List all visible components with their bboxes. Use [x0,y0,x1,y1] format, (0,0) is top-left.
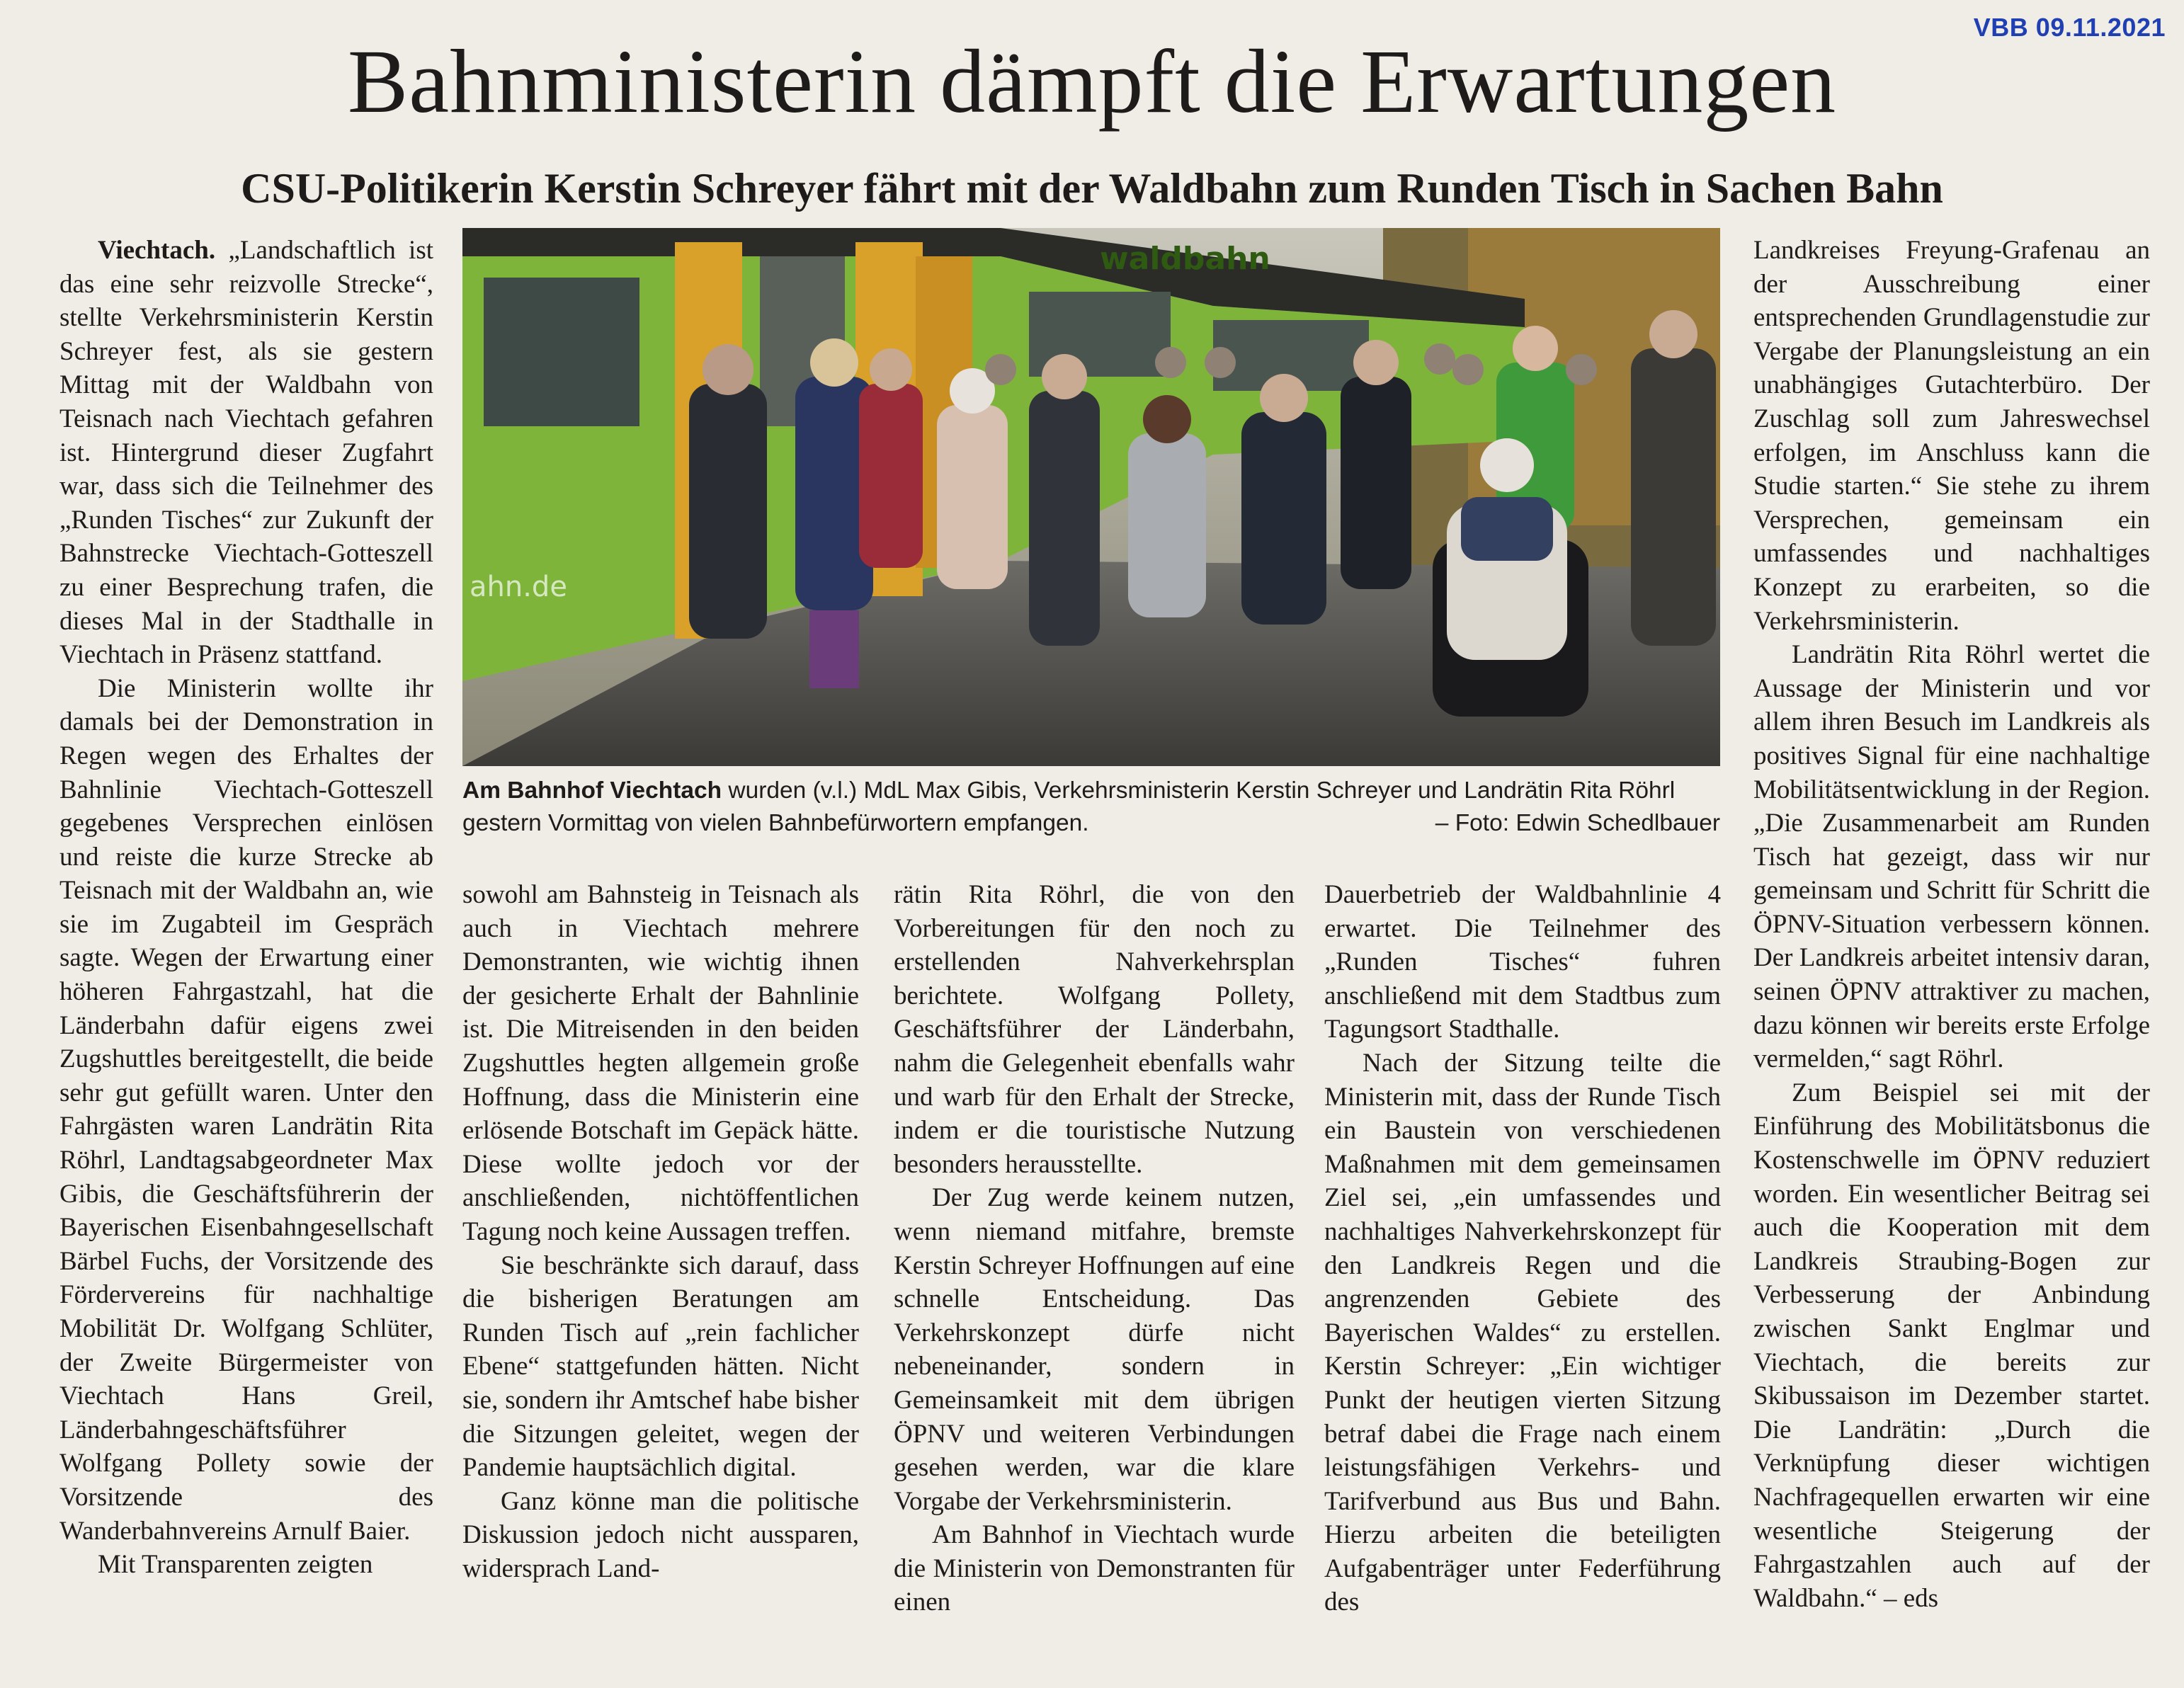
archive-date-stamp: VBB 09.11.2021 [1973,13,2166,42]
paragraph: Mit Transparenten zeigten [98,1550,373,1580]
article-column-5 [1753,234,2150,1615]
article-column-1 [59,234,433,1582]
paragraph: Nach der Sitzung teilte die Ministerin mit, dass der Runde Tisch ein Baustein von verschiedenen Maßnahmen mit dem gemeinsamen Ziel sei, „ein umfassendes und nachhaltiges Nahverkehrskonzept für den Landkreis Regen und die angrenzenden Gebiete des Bayerischen Waldes“ zu erstellen. Kerstin Schreyer: „Ein wichtiger Punkt der heutigen vierten Sitzung betraf dabei die Frage nach einem leistungsfähigen Verkehrs- und Tarifverbund aus Bus und Bahn. Hierzu arbeiten die beteiligten Aufgabenträger unter Federführung des [1324,1048,1721,1617]
paragraph: Ganz könne man die politische Diskussion jedoch nicht aussparen, widersprach Land- [462,1486,859,1583]
news-photo [462,228,1720,766]
dateline: Viechtach. [98,236,216,265]
caption-lead: Am Bahnhof Viechtach [462,777,722,804]
paragraph: Landkreises Freyung-Grafenau an der Ausschreibung einer entsprechenden Grundlagenstudie zur Vergabe der Planungsleistung an ein unabhängiges Gutachterbüro. Der Zuschlag soll zum Jahreswechsel erfolgen, im Anschluss kann die Studie starten.“ Sie stehe zu ihrem Versprechen, gemeinsam ein umfassendes und nachhaltiges Konzept zu erarbeiten, so die Verkehrsministerin. [1753,236,2150,636]
train-logo: waldbahn [1100,241,1270,277]
photo-caption [462,775,1720,840]
article-column-3 [894,878,1295,1619]
paragraph: Sie beschränkte sich darauf, dass die bisherigen Beratungen am Runden Tisch auf „rein fachlicher Ebene“ stattgefunden hätten. Nicht sie, sondern ihr Amtschef habe bisher die Sitzungen geleitet, wegen der Pandemie hauptsächlich digital. [462,1250,859,1483]
headline: Bahnministerin dämpft die Erwartungen [347,31,1837,132]
paragraph: Landrätin Rita Röhrl wertet die Aussage der Ministerin und vor allem ihren Besuch im Landkreis als positives Signal für eine nachhaltige Mobilitätsentwicklung in der Region. „Die Zusammenarbeit am Runden Tisch hat gezeigt, dass wir nur gemeinsam und Schritt für Schritt die ÖPNV-Situation verbessern können. Der Landkreis arbeitet intensiv daran, seinen ÖPNV attraktiver zu machen, dazu können wir bereits erste Erfolge vermelden,“ sagt Röhrl. [1753,640,2150,1074]
photo-credit: – Foto: Edwin Schedlbauer [1435,810,1720,836]
paragraph: Zum Beispiel sei mit der Einführung des Mobilitätsbonus die Kostenschwelle im ÖPNV reduziert worden. Ein wesentlicher Beitrag sei auch die Kooperation mit dem Landkreis Straubing-Bogen zur Verbesserung der Anbindung zwischen Sankt Englmar und Viechtach, die bereits zur Skibussaison im Dezember startet. Die Landrätin: „Durch die Verknüpfung dieser wichtigen Nachfragequellen erwarten wir eine wesentliche Steigerung der Fahrgastzahlen auch auf der Waldbahn.“ – eds [1753,1078,2150,1613]
paragraph: Die Ministerin wollte ihr damals bei der Demonstration in Regen wegen des Erhaltes der Bahnlinie Viechtach-Gotteszell gegebenes Versprechen einlösen und reiste die kurze Strecke ab Teisnach mit der Waldbahn an, wie sie im Zugabteil im Gespräch sagte. Wegen der Erwartung einer höheren Fahrgastzahl, hat die Länderbahn dafür eigens zwei Zugshuttles bereitgestellt, die beide sehr gut gefüllt waren. Unter den Fahrgästen waren Landrätin Rita Röhrl, Landtagsabgeordneter Max Gibis, die Geschäftsführerin der Bayerischen Eisenbahngesellschaft Bärbel Fuchs, der Vorsitzende des Fördervereins für nachhaltige Mobilität Dr. Wolfgang Schlüter, der Zweite Bürgermeister von Viechtach Hans Greil, Länderbahngeschäftsführer Wolfgang Pollety sowie der Vorsitzende des Wanderbahnvereins Arnulf Baier. [59,673,433,1546]
paragraph: rätin Rita Röhrl, die von den Vorbereitungen für den noch zu erstellenden Nahverkehrsplan berichtete. Wolfgang Pollety, Geschäftsführer der Länderbahn, nahm die Gelegenheit ebenfalls wahr und warb für den Erhalt der Strecke, indem er die touristische Nutzung besonders herausstellte. [894,880,1295,1179]
paragraph: „Landschaftlich ist das eine sehr reizvolle Strecke“, stellte Verkehrsministerin Kerstin Schreyer fest, als sie gestern Mittag mit der Waldbahn von Teisnach nach Viechtach gefahren ist. Hintergrund dieser Zugfahrt war, dass sich die Teilnehmer des „Runden Tisches“ zur Zukunft der Bahnstrecke Viechtach-Gotteszell zu einer Besprechung trafen, die dieses Mal in der Stadthalle in Viechtach in Präsenz stattfand. [59,236,433,670]
paragraph: Der Zug werde keinem nutzen, wenn niemand mitfahre, bremste Kerstin Schreyer Hoffnungen auf eine schnelle Entscheidung. Das Verkehrskonzept dürfe nicht nebeneinander, sondern in Gemeinsamkeit mit dem übrigen ÖPNV und weiteren Verbindungen gesehen werden, war die klare Vorgabe der Verkehrsministerin. [894,1183,1295,1516]
caption-text: wurden (v.l.) MdL Max Gibis, Verkehrsministerin Kerstin Schreyer und Landrätin Rita Röhrl gestern Vormittag von vielen Bahnbefürwortern empfangen. [462,777,1676,836]
article-column-4 [1324,878,1721,1619]
subheadline: CSU-Politikerin Kerstin Schreyer fährt mit der Waldbahn zum Runden Tisch in Sachen Bahn [241,165,1943,212]
paragraph: Am Bahnhof in Viechtach wurde die Ministerin von Demonstranten für einen [894,1520,1295,1617]
paragraph: Dauerbetrieb der Waldbahnlinie 4 erwartet. Die Teilnehmer des „Runden Tisches“ fuhren anschließend mit dem Stadtbus zum Tagungsort Stadthalle. [1324,880,1721,1044]
paragraph: sowohl am Bahnsteig in Teisnach als auch in Viechtach mehrere Demonstranten, wie wichtig ihnen der gesicherte Erhalt der Bahnlinie ist. Die Mitreisenden in den beiden Zugshuttles hegten allgemein große Hoffnung, dass die Ministerin eine erlösende Botschaft im Gepäck hätte. Diese wollte jedoch vor der anschließenden, nichtöffentlichen Tagung noch keine Aussagen treffen. [462,880,859,1246]
train-url: ahn.de [470,571,567,603]
article-column-2 [462,878,859,1585]
